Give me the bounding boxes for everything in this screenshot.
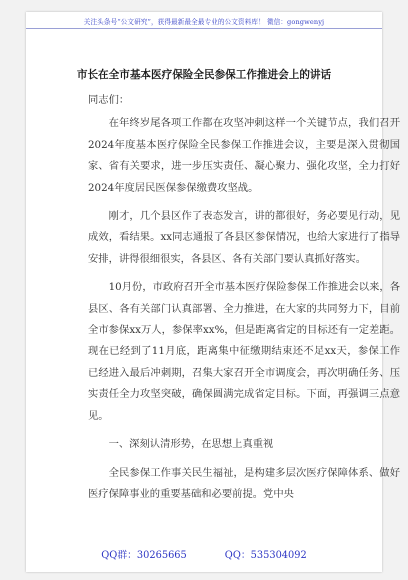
document-page xyxy=(26,12,400,572)
footer-qq-number: QQ：535304092 xyxy=(224,550,307,561)
header-banner: 关注头条号“公文研究”，获得最新最全最专业的公文资料库！ 微信：gongwenyj xyxy=(83,18,325,26)
footer-qq-group: QQ群：30265665 xyxy=(101,550,187,561)
paragraph-4: 全民参保工作事关民生福祉，是构建多层次医疗保障体系、做好医疗保障事业的重要基础和必要前提。党中央 xyxy=(88,466,400,500)
paragraph-1: 在年终岁尾各项工作都在攻坚冲刺这样一个关键节点，我们召开2024年度基本医疗保险全民参保工作推进会议，主要是深入贯彻国家、省有关要求，进一步压实责任、凝心聚力、强化攻坚，全力打好2024年度居民医保参保缴费攻坚战。 xyxy=(88,117,400,194)
header-divider xyxy=(26,28,382,29)
salutation: 同志们： xyxy=(88,94,130,106)
paragraph-2: 刚才，几个县区作了表态发言，讲的都很好，务必要见行动，见成效，看结果。xx同志通报了各县区参保情况，也给大家进行了指导安排，讲得很细很实，各县区、各有关部门要认真抓好落实。 xyxy=(88,210,400,265)
document-body xyxy=(88,90,400,512)
document-title: 市长在全市基本医疗保险全民参保工作推进会上的讲话 xyxy=(76,69,332,81)
paragraph-3: 10月份，市政府召开全市基本医疗保险参保工作推进会以来，各县区、各有关部门认真部署、全力推进，在大家的共同努力下，目前全市参保xx万人，参保率xx%，但是距离省定的目标还有一定差距。现在已经到了11月底，距离集中征缴期结束还不足xx天，参保工作已经进入最后冲刺期，召集大家召开全市调度会，再次明确任务、压实责任全力攻坚突破，确保圆满完成省定目标。下面，再强调三点意见。 xyxy=(88,281,400,422)
section-heading: 一、深刻认清形势，在思想上真重视 xyxy=(108,438,274,451)
footer-contact xyxy=(26,547,382,561)
